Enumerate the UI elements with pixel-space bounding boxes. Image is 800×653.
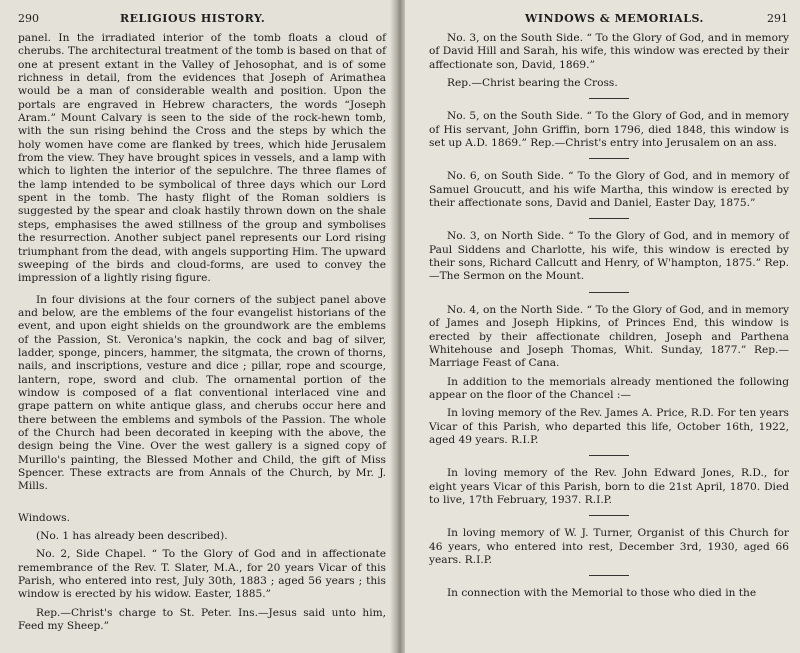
window-5-south: No. 5, on the South Side. “ To the Glory of God, and in memory of His servant, John Griffin, born 1796, died 1848, this window is set up A.D. 1869.” Rep.—Christ's entry into Jerusalem on an ass. <box>429 110 789 150</box>
running-header-left: RELIGIOUS HISTORY. <box>120 12 266 25</box>
left-page-body <box>18 32 386 633</box>
right-page-body <box>429 32 789 601</box>
paragraph-emblems: In four divisions at the four corners of the subject panel above and below, are the emblems of the four evangelist historians of the event, and upon eight shields on the groundwork are the emblems of the Passion, St. Veronica's napkin, the cock and bag of silver, ladder, sponge, pincers, hammer, the sitgmata, the crown of thorns, nails, and inscriptions, vesture and dice ; pillar, rope and scourge, lantern, rope, sword and club. The ornamental portion of the window is composed of a flat conventional interlaced vine and grape pattern on white antique glass, and cherubs occur here and there between the emblems and symbols of the Passion. The whole of the Church had been decorated in keeping with the above, the design being the Vine. Over the west gallery is a signed copy of Murillo's painting, the Blessed Mother and Child, the gift of Miss Spencer. These extracts are from Annals of the Church, by Mr. J. Mills. <box>18 293 386 493</box>
section-divider <box>589 455 629 456</box>
window-3-south: No. 3, on the South Side. “ To the Glory of God, and in memory of David Hill and Sarah, his wife, this window was erected by their affectionate son, David, 1869.” <box>429 32 789 71</box>
section-divider <box>589 292 629 293</box>
page-number-left: 290 <box>18 12 39 25</box>
running-header-right: WINDOWS & MEMORIALS. <box>525 12 704 25</box>
windows-heading: Windows. <box>18 511 70 524</box>
window-2-rep: Rep.—Christ's charge to St. Peter. Ins.—Jesus said unto him, Feed my Sheep.” <box>18 606 386 633</box>
closing-paragraph: In connection with the Memorial to those who died in the <box>447 587 757 600</box>
window-note: (No. 1 has already been described). <box>36 530 228 543</box>
section-divider <box>589 515 629 516</box>
memorial-turner: In loving memory of W. J. Turner, Organist of this Church for 46 years, who entered into rest, December 3rd, 1930, aged 66 years. R.I.P. <box>429 527 789 566</box>
window-3-south-rep: Rep.—Christ bearing the Cross. <box>447 77 618 90</box>
memorial-price: In loving memory of the Rev. James A. Price, R.D. For ten years Vicar of this Parish, who departed this life, October 16th, 1922, aged 49 years. R.I.P. <box>429 407 789 446</box>
section-divider <box>589 575 629 576</box>
window-2-entry: No. 2, Side Chapel. “ To the Glory of God and in affectionate remembrance of the Rev. T. Slater, M.A., for 20 years Vicar of this Parish, who entered into rest, July 30th, 1883 ; aged 56 years ; this window is erected by his widow. Easter, 1885.” <box>18 548 386 601</box>
window-3-north: No. 3, on North Side. “ To the Glory of God, and in memory of Paul Siddens and Charlotte, his wife, this window is erected by their sons, Richard Callcutt and Henry, of W'hampton, 1875.” Rep.—The Sermon on the Mount. <box>429 230 789 283</box>
section-divider <box>589 218 629 219</box>
page-number-right: 291 <box>767 12 788 25</box>
window-4-north: No. 4, on the North Side. “ To the Glory of God, and in memory of James and Joseph Hipkins, of Princes End, this window is erected by their affectionate children, Joseph and Parthena Whitehouse and Joseph Thomas, Whit. Sunday, 1877.” Rep.— Marriage Feast of Cana. <box>429 303 789 370</box>
floor-memorials-intro: In addition to the memorials already mentioned the following appear on the floor of the Chancel :— <box>429 375 789 401</box>
window-6-south: No. 6, on South Side. “ To the Glory of God, and in memory of Samuel Groucutt, and his wife Martha, this window is erected by their affectionate sons, David and Daniel, Easter Day, 1875.” <box>429 170 789 210</box>
paragraph-tomb: panel. In the irradiated interior of the tomb floats a cloud of cherubs. The architectural treatment of the tomb is based on that of one at present extant in the Valley of Jehosophat, and is of some richness in detail, from the evidences that Joseph of Arimathea would be a man of considerable wealth and position. Upon the portals are engraved in Hebrew characters, the words “Joseph Aram.” Mount Calvary is seen to the side of the rock-hewn tomb, with the sun rising behind the Cross and the steps by which the holy women have come are flanked by trees, which hide Jerusalem from the view. They have brought spices in vessels, and a lamp with which to lighten the interior of the sepulchre. The three flames of the lamp intended to be symbolical of three days which our Lord spent in the tomb. The hasty flight of the Roman soldiers is suggested by the spear and cloak hastily thrown down on the shale steps, emphasises the awed stillness of the group and symbolises the resurrection. Another subject panel represents our Lord rising triumphant from the dead, with angels supporting Him. The upward sweeping of the birds and cloud-forms, are used to convey the impression of a lightly rising figure. <box>18 32 386 285</box>
right-page <box>405 0 800 653</box>
section-divider <box>589 158 629 159</box>
left-page <box>0 0 395 653</box>
memorial-jones: In loving memory of the Rev. John Edward Jones, R.D., for eight years Vicar of this Parish, born to die 21st April, 1870. Died to live, 17th February, 1937. R.I.P. <box>429 467 789 506</box>
section-divider <box>589 98 629 99</box>
